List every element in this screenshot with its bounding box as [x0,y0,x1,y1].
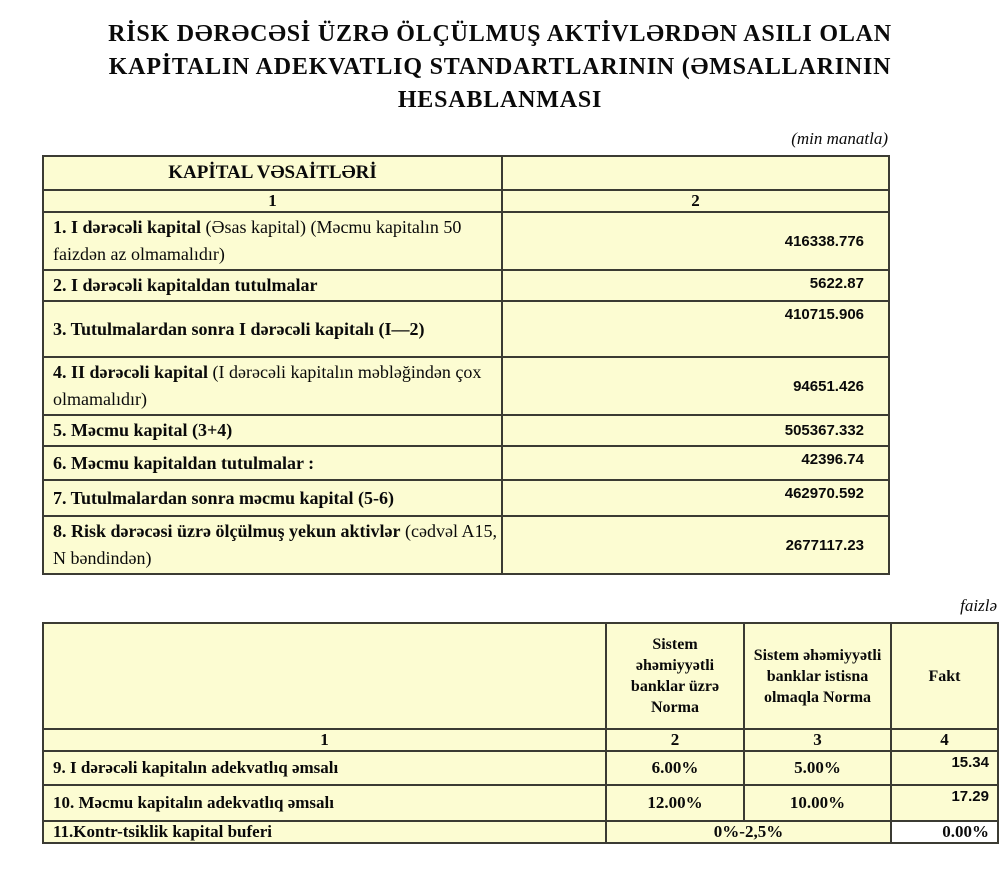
table-row [43,785,998,821]
unit-note-faizle: faizlə [960,596,997,615]
row-label-bold: 2. I dərəcəli kapitaldan tutulmalar [53,275,318,295]
capital-table-header-row [43,156,889,190]
row-label-bold: 6. Məcmu kapitaldan tutulmalar : [53,452,315,473]
table-row [43,480,889,516]
row-label-bold: 8. Risk dərəcəsi üzrə ölçülmuş yekun aktivlər [53,521,401,541]
capital-table-header-empty-cell [502,156,889,190]
table-row [43,821,998,843]
norma-range-value: 0%-2,5% [606,821,891,843]
ratio-table-colnum-row [43,729,998,751]
table-row [43,415,889,446]
table-row [43,446,889,480]
norma-istisna-value: 5.00% [744,751,891,785]
title-line-2: KAPİTALIN ADEKVATLIQ STANDARTLARININ (ƏMSALLARININ [108,54,892,80]
row-label [43,516,502,574]
title-line-3: HESABLANMASI [397,87,603,113]
colnum-2: 2 [502,190,889,212]
title-line-1: RİSK DƏRƏCƏSİ ÜZRƏ ÖLÇÜLMUŞ AKTİVLƏRDƏN ASILI OLAN [108,21,892,47]
colnum-2: 2 [606,729,744,751]
norma-sistem-value: 12.00% [606,785,744,821]
row-value: 5622.87 [502,270,889,301]
colnum-1: 1 [43,190,502,212]
colnum-1: 1 [43,729,606,751]
colnum-3: 3 [744,729,891,751]
row-value: 505367.332 [502,415,889,446]
table-row [43,270,889,301]
table-row [43,751,998,785]
ratio-header-norma-sistem: Sistem əhəmiyyətli banklar üzrə Norma [606,623,744,729]
row-label: 10. Məcmu kapitalın adekvatlıq əmsalı [43,785,606,821]
norma-istisna-value: 10.00% [744,785,891,821]
row-value: 42396.74 [502,446,889,480]
table-row [43,516,889,574]
row-label [43,212,502,270]
capital-table-colnum-row [43,190,889,212]
row-value: 94651.426 [502,357,889,415]
row-label-rest: (Əsas kapital) (Məcmu kapitalın 50 faizdən az olmamalıdır) [53,217,462,264]
ratio-table [42,622,999,844]
row-label-bold: 7. Tutulmalardan sonra məcmu kapital (5-6) [53,487,395,508]
fakt-value: 0.00% [891,821,998,843]
table-row [43,301,889,357]
table-row [43,357,889,415]
row-value: 410715.906 [502,301,889,357]
row-label: 9. I dərəcəli kapitalın adekvatlıq əmsalı [43,751,606,785]
row-label-bold: 3. Tutulmalardan sonra I dərəcəli kapitalı (I—2) [53,318,425,339]
row-label-rest: (I dərəcəli kapitalın məbləğindən çox olmamalıdır) [53,362,482,409]
row-label [43,480,502,516]
row-label [43,270,502,301]
row-label [43,357,502,415]
row-label-bold: 1. I dərəcəli kapital [53,217,201,237]
row-label: 11.Kontr-tsiklik kapital buferi [43,821,606,843]
capital-table-title-cell: KAPİTAL VƏSAİTLƏRİ [43,156,502,190]
row-value: 416338.776 [502,212,889,270]
fakt-value: 15.34 [891,751,998,785]
document-title [30,18,970,117]
capital-table [42,155,890,575]
ratio-header-norma-istisna: Sistem əhəmiyyətli banklar istisna olmaqla Norma [744,623,891,729]
norma-sistem-value: 6.00% [606,751,744,785]
fakt-value: 17.29 [891,785,998,821]
row-label [43,415,502,446]
ratio-header-fakt: Fakt [891,623,998,729]
row-label [43,301,502,357]
ratio-table-header-row [43,623,998,729]
row-label-rest: (cədvəl A15, N bəndindən) [53,521,497,568]
row-label-bold: 5. Məcmu kapital (3+4) [53,420,233,440]
table-row [43,212,889,270]
row-value: 462970.592 [502,480,889,516]
colnum-4: 4 [891,729,998,751]
unit-note-min-manatla: (min manatla) [791,129,888,148]
row-label [43,446,502,480]
ratio-header-empty-cell [43,623,606,729]
row-value: 2677117.23 [502,516,889,574]
row-label-bold: 4. II dərəcəli kapital [53,362,208,382]
